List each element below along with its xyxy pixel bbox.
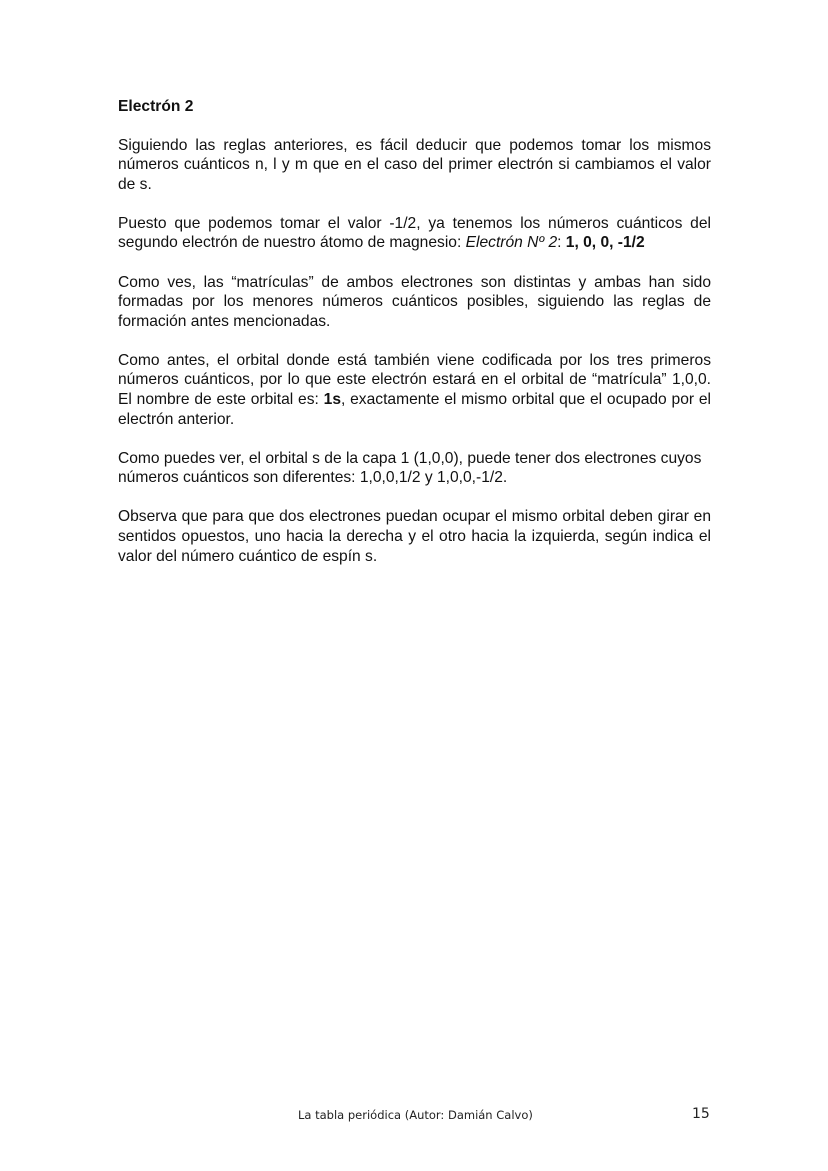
paragraph-2 (118, 214, 711, 253)
paragraph-5: Como puedes ver, el orbital s de la capa 1 (1,0,0), puede tener dos electrones cuyos números cuánticos son diferentes: 1,0,0,1/2 y 1,0,0,-1/2. (118, 449, 702, 487)
orbital-name: 1s (323, 391, 341, 409)
paragraph-1: Siguiendo las reglas anteriores, es fácil deducir que podemos tomar los mismos números cuánticos n, l y m que en el caso del primer electrón si cambiamos el valor de s. (118, 136, 711, 193)
paragraph-6: Observa que para que dos electrones puedan ocupar el mismo orbital deben girar en sentidos opuestos, uno hacia la derecha y el otro hacia la izquierda, según indica el valor del número cuántico de espín s. (118, 508, 711, 565)
paragraph-4-text-before: Como antes, el orbital donde está también viene codificada por los tres primeros números cuánticos, por lo que este electrón estará en el orbital de “matrícula” 1,0,0. El nombre de este orbital es: (118, 351, 711, 409)
paragraph-4-text-after: , exactamente el mismo orbital que el ocupado por el electrón anterior. (118, 391, 712, 428)
colon: : (557, 234, 566, 252)
electron-label: Electrón Nº 2 (465, 234, 558, 252)
page-number: 15 (692, 1106, 710, 1122)
quantum-numbers: 1, 0, 0, -1/2 (565, 234, 645, 252)
paragraph-2-text: Puesto que podemos tomar el valor -1/2, ya tenemos los números cuánticos del segundo electrón de nuestro átomo de magnesio: (118, 214, 711, 252)
section-heading: Electrón 2 (118, 98, 194, 115)
paragraph-4 (118, 351, 711, 429)
page-content (118, 97, 711, 586)
paragraph-3: Como ves, las “matrículas” de ambos electrones son distintas y ambas han sido formadas por los menores números cuánticos posibles, siguiendo las reglas de formación antes mencionadas. (118, 273, 711, 330)
footer-title: La tabla periódica (Autor: Damián Calvo) (298, 1108, 533, 1122)
